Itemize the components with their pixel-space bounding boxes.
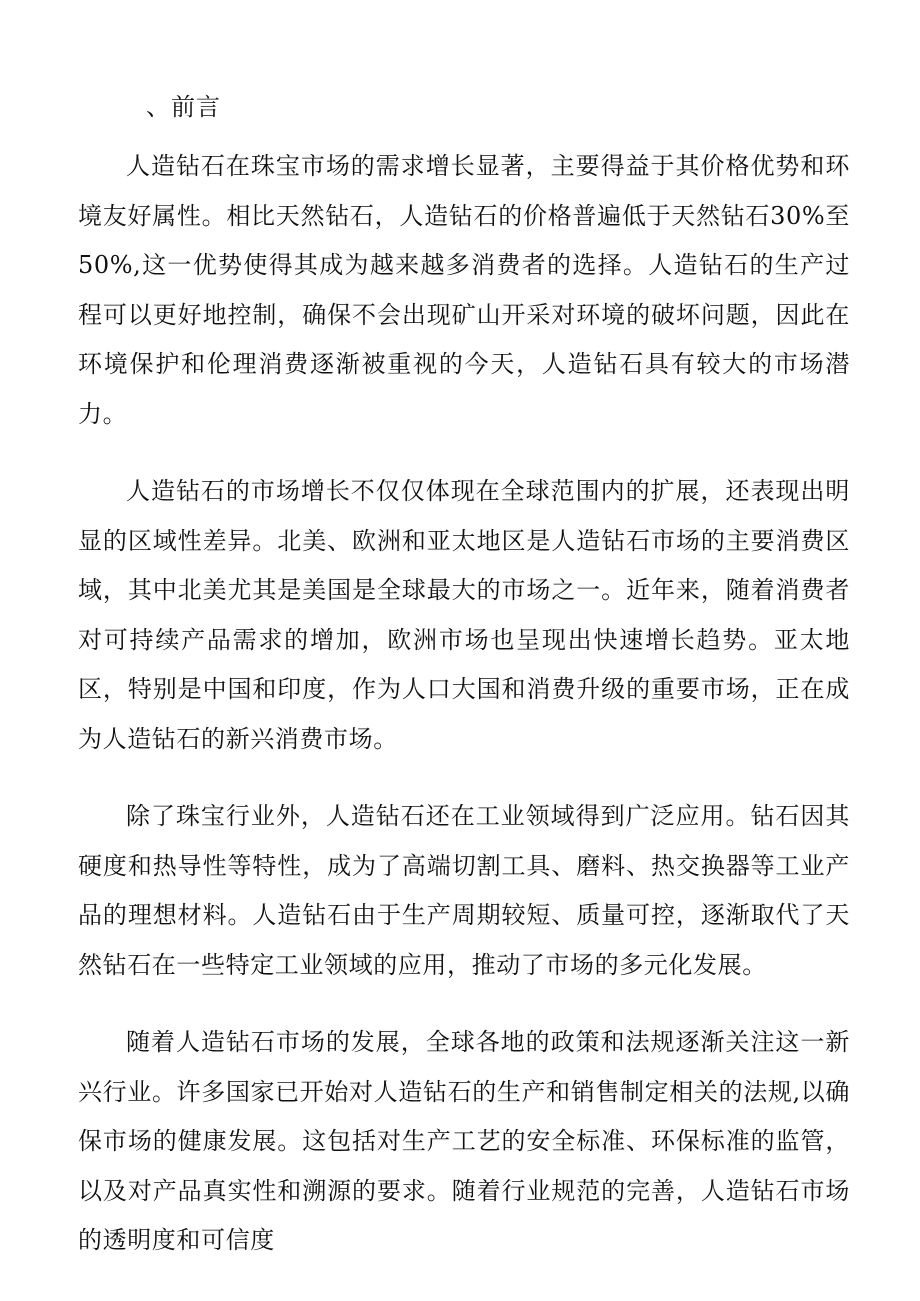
paragraph-2: 人造钻石的市场增长不仅仅体现在全球范围内的扩展，还表现出明显的区域性差异。北美、欧洲和亚太地区是人造钻石市场的主要消费区域，其中北美尤其是美国是全球最大的市场之一。近年来，随着消费者对可持续产品需求的增加，欧洲市场也呈现出快速增长趋势。亚太地区，特别是中国和印度，作为人口大国和消费升级的重要市场，正在成为人造钻石的新兴消费市场。 xyxy=(78,477,850,753)
paragraph-4: 随着人造钻石市场的发展，全球各地的政策和法规逐渐关注这一新兴行业。许多国家已开始对人造钻石的生产和销售制定相关的法规,以确保市场的健康发展。这包括对生产工艺的安全标准、环保标准的监管，以及对产品真实性和溯源的要求。随着行业规范的完善，人造钻石市场的透明度和可信度 xyxy=(78,1028,850,1254)
section-heading: 、前言 xyxy=(146,93,221,121)
paragraph-3: 除了珠宝行业外，人造钻石还在工业领域得到广泛应用。钻石因其硬度和热导性等特性，成为了高端切割工具、磨料、热交换器等工业产品的理想材料。人造钻石由于生产周期较短、质量可控，逐渐取代了天然钻石在一些特定工业领域的应用，推动了市场的多元化发展。 xyxy=(78,802,850,979)
paragraph-1: 人造钻石在珠宝市场的需求增长显著，主要得益于其价格优势和环境友好属性。相比天然钻石，人造钻石的价格普遍低于天然钻石30%至50%,这一优势使得其成为越来越多消费者的选择。人造钻石的生产过程可以更好地控制，确保不会出现矿山开采对环境的破坏问题，因此在环境保护和伦理消费逐渐被重视的今天，人造钻石具有较大的市场潜力。 xyxy=(78,152,850,428)
